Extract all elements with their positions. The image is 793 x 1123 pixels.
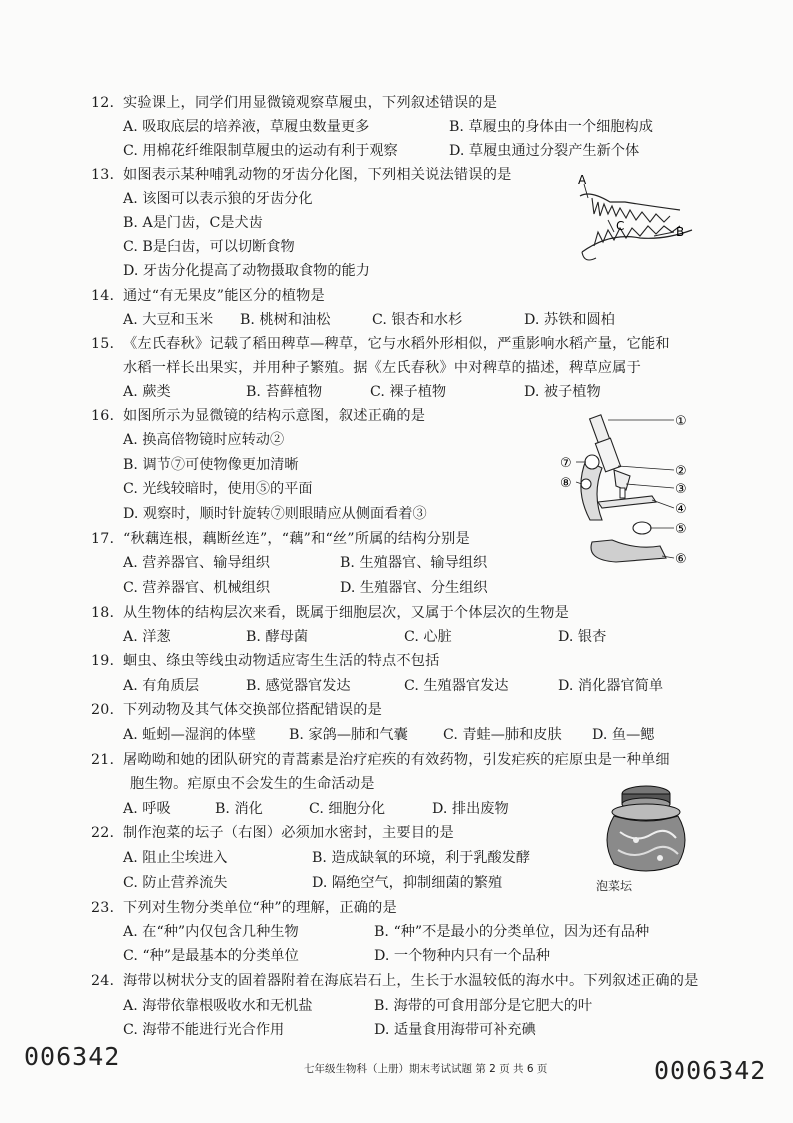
question-22-option-a: A. 阻止尘埃进入 [123,850,228,866]
question-23-option-b: B. “种”不是最小的分类单位，因为还有品种 [374,924,650,940]
question-13-stem: 13. 如图表示某种哺乳动物的牙齿分化图，下列相关说法错误的是 [91,167,512,183]
question-15-option-a: A. 蕨类 [123,384,171,400]
question-14-option-a: A. 大豆和玉米 [123,312,214,328]
question-14-option-d: D. 苏铁和圆柏 [524,312,615,328]
question-21-option-c: C. 细胞分化 [309,801,386,817]
question-14-option-b: B. 桃树和油松 [240,312,331,328]
pickle-jar-caption: 泡菜坛 [596,879,633,893]
question-17-option-a: A. 营养器官、输导组织 [123,555,270,571]
question-15-option-d: D. 被子植物 [524,384,601,400]
question-22-stem: 22. 制作泡菜的坛子（右图）必须加水密封，主要目的是 [91,825,454,841]
question-12-option-c: C. 用棉花纤维限制草履虫的运动有利于观察 [123,143,398,159]
microscope-diagram [556,410,696,580]
question-18-option-a: A. 洋葱 [123,629,171,645]
microscope-label-6: ⑥ [675,552,687,567]
question-12-option-b: B. 草履虫的身体由一个细胞构成 [449,119,653,135]
question-12-option-a: A. 吸取底层的培养液，草履虫数量更多 [123,119,370,135]
question-12-option-d: D. 草履虫通过分裂产生新个体 [449,143,640,159]
teeth-label-b: B [676,225,685,239]
pickle-jar-image [596,780,698,895]
microscope-label-5: ⑤ [675,522,687,537]
question-15-option-b: B. 苔藓植物 [246,384,323,400]
question-20-option-a: A. 蚯蚓—湿润的体壁 [123,727,256,743]
question-23-stem: 23. 下列对生物分类单位“种”的理解，正确的是 [91,900,397,916]
question-24-option-d: D. 适量食用海带可补充碘 [374,1022,536,1038]
teeth-label-a: A [578,173,587,187]
teeth-diagram [570,172,700,287]
question-14-option-c: C. 银杏和水杉 [372,312,463,328]
question-13-option-d: D. 牙齿分化提高了动物摄取食物的能力 [123,263,370,279]
question-17-option-d: D. 生殖器官、分生组织 [340,580,488,596]
question-24-option-c: C. 海带不能进行光合作用 [123,1022,285,1038]
question-20-stem: 20. 下列动物及其气体交换部位搭配错误的是 [91,702,382,718]
question-22-option-b: B. 造成缺氧的环境，利于乳酸发酵 [312,850,531,866]
microscope-label-4: ④ [675,502,687,517]
question-22-option-c: C. 防止营养流失 [123,875,228,891]
question-18-option-d: D. 银杏 [558,629,607,645]
question-21-stem-line2: 胞生物。疟原虫不会发生的生命活动是 [130,776,375,792]
question-21-option-b: B. 消化 [215,801,263,817]
question-21-option-a: A. 呼吸 [123,801,171,817]
question-18-option-c: C. 心脏 [404,629,452,645]
question-16-option-d: D. 观察时，顺时针旋转⑦则眼睛应从侧面看着③ [123,506,427,522]
question-24-option-a: A. 海带依靠根吸收水和无机盐 [123,998,313,1014]
question-13-option-a: A. 该图可以表示狼的牙齿分化 [123,191,313,207]
microscope-label-3: ③ [675,482,687,497]
question-17-option-c: C. 营养器官、机械组织 [123,580,271,596]
page-footer: 七年级生物科（上册）期末考试试题 第 2 页 共 6 页 [304,1063,548,1075]
microscope-label-8: ⑧ [560,476,572,491]
teeth-label-c: C [616,219,625,233]
question-15-option-c: C. 裸子植物 [370,384,447,400]
question-12-stem: 12. 实验课上，同学们用显微镜观察草履虫，下列叙述错误的是 [91,95,498,111]
serial-number-right: 0006342 [654,1056,767,1085]
microscope-label-1: ① [675,414,687,429]
question-19-option-b: B. 感觉器官发达 [246,678,351,694]
question-16-option-c: C. 光线较暗时，使用⑤的平面 [123,481,313,497]
question-19-option-c: C. 生殖器官发达 [404,678,509,694]
question-13-option-c: C. B是臼齿，可以切断食物 [123,239,295,255]
question-24-option-b: B. 海带的可食用部分是它肥大的叶 [374,998,593,1014]
serial-number-left: 006342 [24,1042,121,1071]
microscope-label-7: ⑦ [560,456,572,471]
question-21-stem-line1: 21. 屠呦呦和她的团队研究的青蒿素是治疗疟疾的有效药物，引发疟疾的疟原虫是一种单细 [91,752,670,768]
question-23-option-c: C. “种”是最基本的分类单位 [123,948,299,964]
question-24-stem: 24. 海带以树状分支的固着器附着在海底岩石上，生长于水温较低的海水中。下列叙述正确的是 [91,973,699,989]
question-20-option-b: B. 家鸽—肺和气囊 [289,727,408,743]
question-19-stem: 19. 蛔虫、绦虫等线虫动物适应寄生生活的特点不包括 [91,653,440,669]
question-15-stem-line2: 水稻一样长出果实，并用种子繁殖。据《左氏春秋》中对稗草的描述，稗草应属于 [123,360,641,376]
question-17-option-b: B. 生殖器官、输导组织 [340,555,488,571]
question-21-option-d: D. 排出废物 [432,801,509,817]
microscope-label-2: ② [675,464,687,479]
question-14-stem: 14. 通过“有无果皮”能区分的植物是 [91,288,325,304]
question-13-option-b: B. A是门齿，C是犬齿 [123,215,263,231]
question-18-stem: 18. 从生物体的结构层次来看，既属于细胞层次，又属于个体层次的生物是 [91,605,570,621]
question-17-stem: 17. “秋藕连根，藕断丝连”，“藕”和“丝”所属的结构分别是 [91,531,470,547]
question-20-option-c: C. 青蛙—肺和皮肤 [443,727,562,743]
question-22-option-d: D. 隔绝空气，抑制细菌的繁殖 [312,875,503,891]
question-23-option-d: D. 一个物种内只有一个品种 [374,948,550,964]
question-19-option-a: A. 有角质层 [123,678,200,694]
question-18-option-b: B. 酵母菌 [246,629,309,645]
question-16-option-b: B. 调节⑦可使物像更加清晰 [123,457,299,473]
question-23-option-a: A. 在“种”内仅包含几种生物 [123,924,299,940]
question-19-option-d: D. 消化器官简单 [558,678,664,694]
question-20-option-d: D. 鱼—鳃 [592,727,655,743]
question-16-option-a: A. 换高倍物镜时应转动② [123,432,285,448]
question-15-stem-line1: 15. 《左氏春秋》记载了稻田稗草—稗草，它与水稻外形相似，严重影响水稻产量，它能和 [91,336,670,352]
question-16-stem: 16. 如图所示为显微镜的结构示意图，叙述正确的是 [91,408,426,424]
